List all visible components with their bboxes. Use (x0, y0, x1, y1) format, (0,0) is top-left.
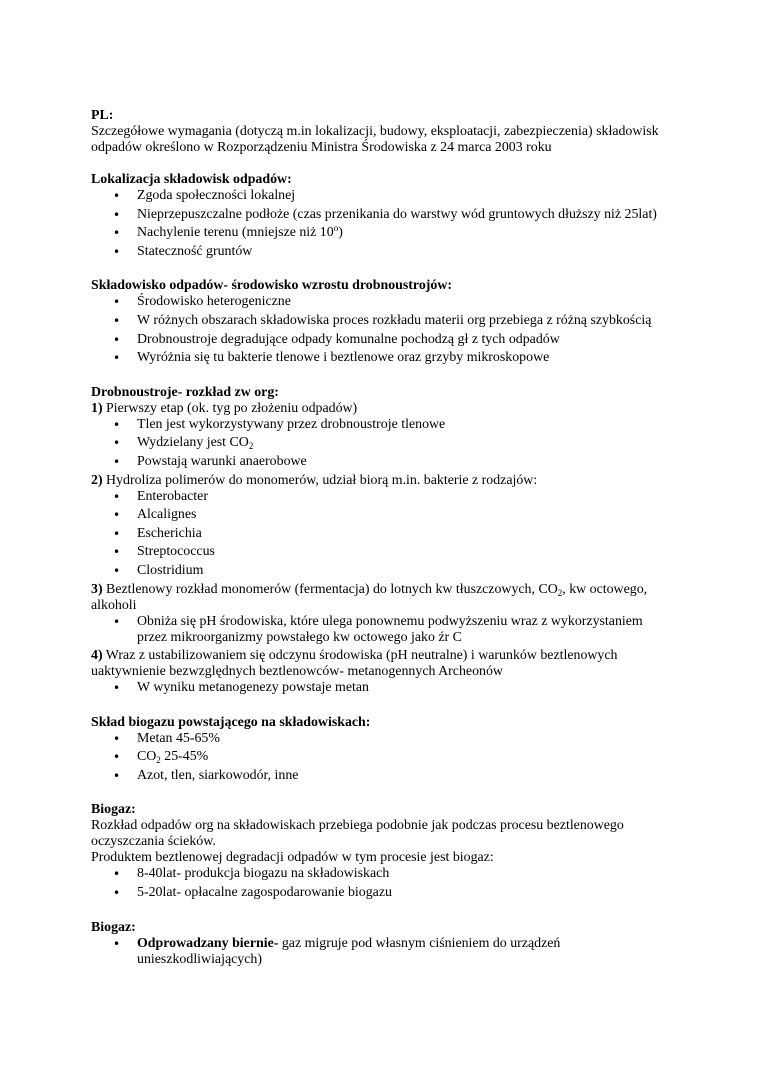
step-2: 2) Hydroliza polimerów do monomerów, udział biorą m.in. bakterie z rodzajów: (91, 472, 538, 488)
step-3: 3) Beztlenowy rozkład monomerów (fermentacja) do lotnych kw tłuszczowych, $CO_2$, kw octowego, alkoholi (91, 581, 648, 613)
list-item: • Escherichia (91, 526, 671, 542)
rozklad-heading: Drobnoustroje- rozkład zw org: (91, 384, 279, 400)
biogaz-list (91, 866, 671, 901)
lokalizacja-heading: Lokalizacja składowisk odpadów: (91, 172, 292, 187)
list-item: • Nachylenie terenu (mniejsze niż 10$^o$) (91, 225, 671, 241)
biogaz-heading-2: Biogaz: (91, 919, 136, 935)
list-item: • Środowisko heterogeniczne (91, 294, 671, 310)
sklad-heading: Skład biogazu powstającego na składowiskach: (91, 714, 371, 730)
step-2-list (91, 489, 671, 579)
list-item: • Enterobacter (91, 489, 671, 505)
list-item: • Metan 45-65% (91, 731, 671, 747)
intro-paragraph: Szczegółowe wymagania (dotyczą m.in lokalizacji, budowy, eksploatacji, zabezpieczenia) składowisk odpadów określono w Rozporządzeniu Ministra Środowiska z 24 marca 2003 roku (91, 124, 659, 155)
lokalizacja-list (91, 188, 671, 260)
biogaz-2-list (91, 936, 671, 968)
list-item: • W różnych obszarach składowiska proces rozkładu materii org przebiega z różną szybkością (91, 313, 671, 329)
list-item: • 8-40lat- produkcja biogazu na składowiskach (91, 866, 671, 882)
srodowisko-list (91, 294, 671, 366)
list-item: • $CO_2$ 25-45% (91, 749, 671, 765)
list-item: • Tlen jest wykorzystywany przez drobnoustroje tlenowe (91, 417, 671, 433)
list-item: • Odprowadzany biernie- gaz migruje pod własnym ciśnieniem do urządzeń unieszkodliwiających) (91, 936, 671, 968)
pl-heading: PL: (91, 108, 114, 123)
list-item: • Streptococcus (91, 544, 671, 560)
list-item: • Alcalignes (91, 507, 671, 523)
sklad-list (91, 731, 671, 784)
list-item: • Zgoda społeczności lokalnej (91, 188, 671, 204)
list-item: • 5-20lat- opłacalne zagospodarowanie biogazu (91, 885, 671, 901)
list-item: • Drobnoustroje degradujące odpady komunalne pochodzą gł z tych odpadów (91, 332, 671, 348)
biogaz-paragraph-1: Rozkład odpadów org na składowiskach przebiega podobnie jak podczas procesu beztlenowego oczyszczania ścieków. (91, 818, 624, 850)
list-item: • Nieprzepuszczalne podłoże (czas przenikania do warstwy wód gruntowych dłuższy niż 25lat) (91, 207, 671, 223)
list-item: • Obniża się pH środowiska, które ulega ponownemu podwyższeniu wraz z wykorzystaniem przez mikroorganizmy powstałego kw octowego jako źr C (91, 614, 671, 646)
step-1-list (91, 417, 671, 470)
degree-sign: o (333, 223, 339, 234)
document-body (91, 108, 671, 970)
biogaz-heading: Biogaz: (91, 802, 136, 818)
list-item: • Azot, tlen, siarkowodór, inne (91, 768, 671, 784)
step-1: 1) Pierwszy etap (ok. tyg po złożeniu odpadów) (91, 400, 358, 416)
biogaz-paragraph-2: Produktem beztlenowej degradacji odpadów w tym procesie jest biogaz: (91, 850, 494, 866)
srodowisko-heading: Składowisko odpadów- środowisko wzrostu drobnoustrojów: (91, 278, 452, 294)
list-item: • Wydzielany jest $CO_2$ (91, 435, 671, 451)
list-item: • Powstają warunki anaerobowe (91, 454, 671, 470)
step-3-list (91, 614, 671, 646)
list-item: • Stateczność gruntów (91, 244, 671, 260)
list-item: • W wyniku metanogenezy powstaje metan (91, 680, 671, 696)
list-item: • Clostridium (91, 563, 671, 579)
step-4-list (91, 680, 671, 696)
step-4: 4) Wraz z ustabilizowaniem się odczynu środowiska (pH neutralne) i warunków beztlenowych uaktywnienie bezwzględnych beztlenowców- metanogennych Archeonów (91, 648, 618, 680)
list-item: • Wyróżnia się tu bakterie tlenowe i beztlenowe oraz grzyby mikroskopowe (91, 350, 671, 366)
